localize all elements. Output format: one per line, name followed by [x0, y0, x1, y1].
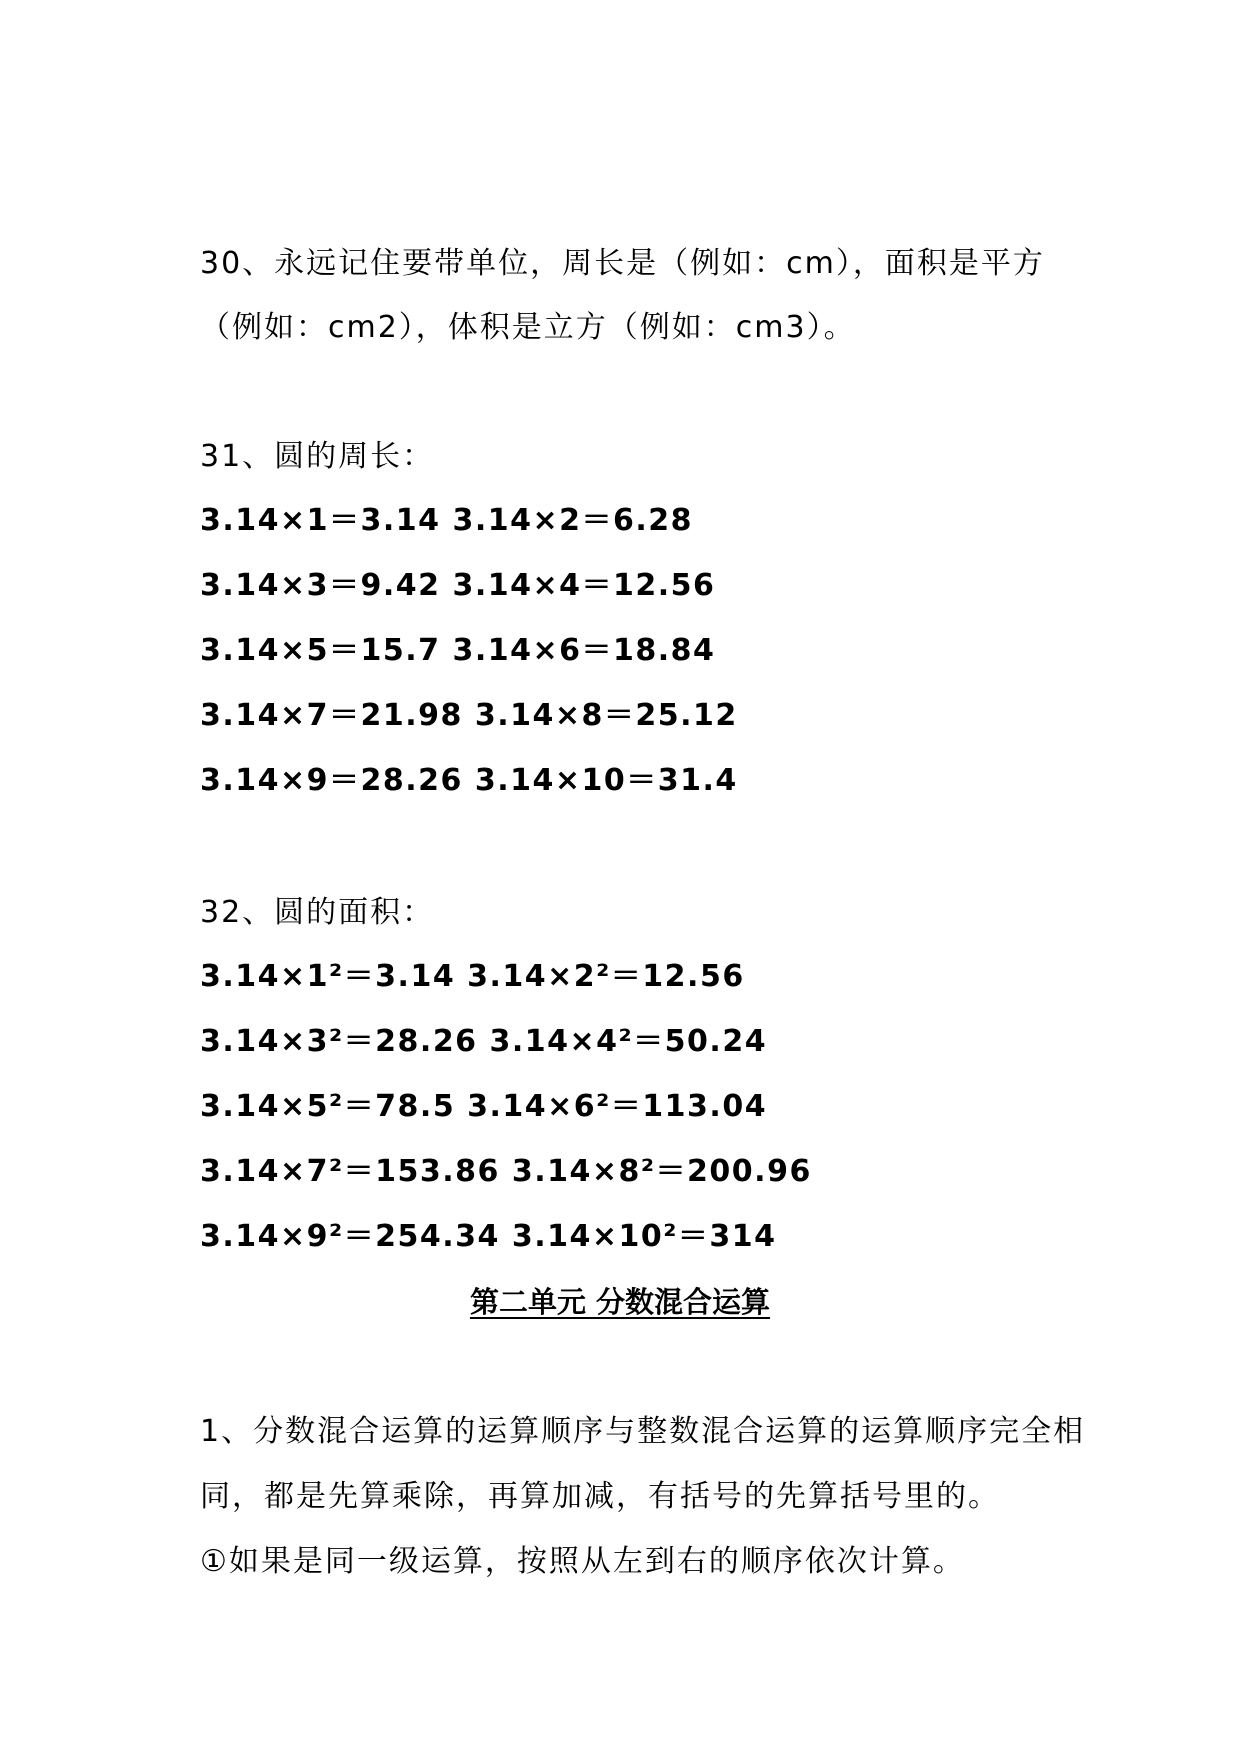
item-30-line-2: （例如：cm2），体积是立方（例如：cm3）。 — [200, 310, 856, 345]
unit-2-item-1-line-1: 1、分数混合运算的运算顺序与整数混合运算的运算顺序完全相 — [200, 1414, 1086, 1449]
unit-2-heading: 第二单元 分数混合运算 — [469, 1285, 771, 1319]
item-30-line-1: 30、永远记住要带单位，周长是（例如：cm），面积是平方 — [200, 246, 1045, 281]
circumference-formula-3: 3.14×5＝15.7 3.14×6＝18.84 — [200, 633, 716, 668]
unit-2-item-1-line-2: 同，都是先算乘除，再算加减，有括号的先算括号里的。 — [200, 1479, 1000, 1514]
circumference-formula-5: 3.14×9＝28.26 3.14×10＝31.4 — [200, 763, 738, 798]
area-formula-4: 3.14×7²＝153.86 3.14×8²＝200.96 — [200, 1154, 812, 1189]
area-formula-3: 3.14×5²＝78.5 3.14×6²＝113.04 — [200, 1089, 768, 1124]
area-formula-2: 3.14×3²＝28.26 3.14×4²＝50.24 — [200, 1024, 768, 1059]
circumference-formula-1: 3.14×1＝3.14 3.14×2＝6.28 — [200, 503, 694, 538]
item-31-title: 31、圆的周长： — [200, 439, 435, 474]
area-formula-5: 3.14×9²＝254.34 3.14×10²＝314 — [200, 1219, 777, 1254]
circumference-formula-4: 3.14×7＝21.98 3.14×8＝25.12 — [200, 698, 738, 733]
unit-2-item-1-line-3: ①如果是同一级运算，按照从左到右的顺序依次计算。 — [200, 1544, 965, 1579]
circumference-formula-2: 3.14×3＝9.42 3.14×4＝12.56 — [200, 568, 716, 603]
item-32-title: 32、圆的面积： — [200, 895, 435, 930]
area-formula-1: 3.14×1²＝3.14 3.14×2²＝12.56 — [200, 959, 745, 994]
